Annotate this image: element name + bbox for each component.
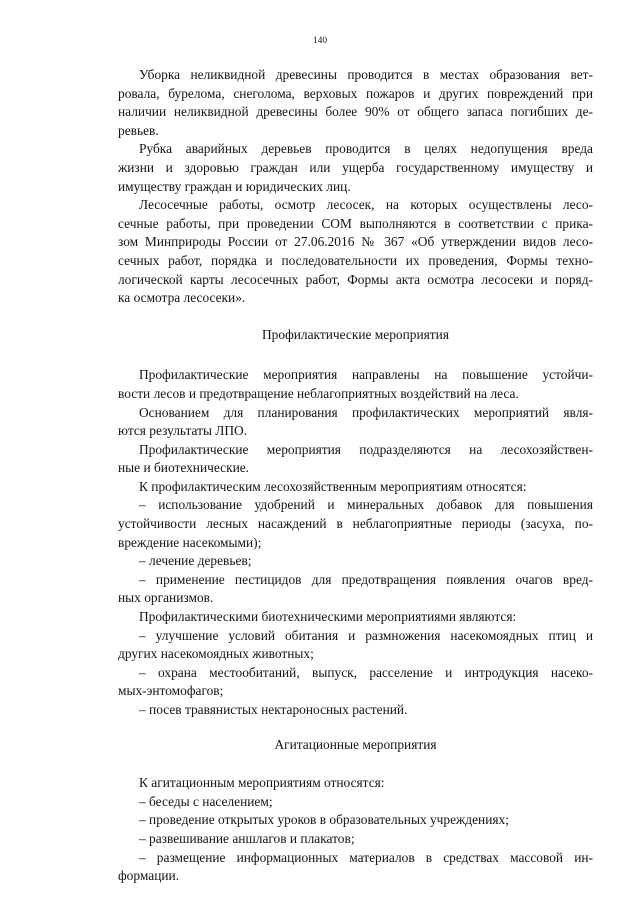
list-item-talks (118, 793, 593, 812)
text-line: Уборка неликвидной древесины проводится в местах образования вет- (139, 67, 593, 82)
section-heading-preventive-measures (118, 326, 593, 345)
paragraph-illiquid-wood-cleanup (118, 66, 593, 140)
text-line: ревьев. (118, 122, 159, 138)
text-line: ются результаты ЛПО. (118, 423, 248, 439)
text-line: – использование удобрений и минеральных добавок для повышения (139, 497, 593, 513)
paragraph-emergency-tree-felling (118, 140, 593, 196)
text-line: – беседы с населением; (139, 793, 273, 809)
text-line: Рубка аварийных деревьев проводится в целях недопущения вреда (139, 141, 593, 157)
text-line: сечных работ, порядка и последовательности их проведения, Формы техно- (118, 252, 593, 268)
text-line: – развешивание аншлагов и плакатов; (139, 830, 355, 846)
text-line: имуществу граждан и юридических лиц. (118, 178, 351, 194)
text-line: – лечение деревьев; (139, 553, 252, 569)
text-line: – проведение открытых уроков в образовательных учреждениях; (139, 812, 509, 828)
text-line: К агитационным мероприятиям относятся: (139, 775, 385, 791)
list-item-pesticides (118, 571, 593, 608)
paragraph-biotechnical-intro (118, 608, 593, 627)
text-line: сечные работы, при проведении СОМ выполняются в соответствии с прика- (118, 215, 593, 231)
text-line: формации. (118, 868, 180, 884)
text-line: ных организмов. (118, 590, 214, 606)
list-item-entomophages (118, 664, 593, 701)
page-number: 140 (312, 36, 328, 46)
list-item-tree-treatment (118, 552, 593, 571)
list-item-posters (118, 830, 593, 849)
text-line: – применение пестицидов для предотвращения появления очагов вред- (139, 571, 593, 587)
list-item-fertilizers (118, 496, 593, 552)
page-body (118, 66, 593, 886)
text-line: логической карты лесосечных работ, Формы акта осмотра лесосеки и поряд- (118, 271, 593, 287)
text-line: К профилактическим лесохозяйственным мероприятиям относятся: (139, 478, 527, 494)
paragraph-measure-types (118, 441, 593, 478)
text-line: ровала, бурелома, снеголома, верховых пожаров и других повреждений при (118, 85, 593, 101)
text-line: вости лесов и предотвращение неблагоприятных воздействий на леса. (118, 385, 519, 401)
paragraph-forestry-measures-intro (118, 478, 593, 497)
text-line: жизни и здоровью граждан или ущерба государственному имуществу и (118, 159, 593, 175)
text-line: ка осмотра лесосеки». (118, 290, 246, 306)
paragraph-logging-works (118, 196, 593, 308)
text-line: Профилактические мероприятия направлены на повышение устойчи- (139, 367, 593, 383)
paragraph-planning-basis (118, 404, 593, 441)
list-item-open-lessons (118, 811, 593, 830)
text-line: Профилактическими биотехническими мероприятиями являются: (139, 609, 517, 625)
text-line: зом Минприроды России от 27.06.2016 № 367 «Об утверждении видов лесо- (118, 234, 593, 250)
text-line: ные и биотехнические. (118, 460, 250, 476)
list-item-media (118, 849, 593, 886)
section-heading-awareness-measures (118, 736, 593, 755)
text-line: – улучшение условий обитания и размножения насекомоядных птиц и (139, 627, 593, 643)
text-line: Лесосечные работы, осмотр лесосек, на которых осуществлены лесо- (139, 197, 593, 213)
text-line: мых-энтомофагов; (118, 683, 224, 699)
text-line: Профилактические мероприятия подразделяются на лесохозяйствен- (139, 441, 593, 457)
list-item-bird-habitat (118, 627, 593, 664)
text-line: наличии неликвидной древесины более 90% от общего запаса погибших де- (118, 104, 593, 120)
heading-text: Агитационные мероприятия (274, 736, 437, 752)
text-line: – размещение информационных материалов в средствах массовой ин- (139, 849, 593, 865)
text-line: – посев травянистых нектароносных растений. (139, 702, 408, 717)
text-line: Основанием для планирования профилактических мероприятий явля- (139, 404, 593, 420)
text-line: устойчивости лесных насаждений в неблагоприятные периоды (засуха, по- (118, 516, 593, 532)
heading-text: Профилактические мероприятия (262, 326, 449, 342)
text-line: вреждение насекомыми); (118, 534, 262, 550)
paragraph-awareness-intro (118, 774, 593, 793)
text-line: – охрана местообитаний, выпуск, расселение и интродукция насеко- (139, 664, 593, 680)
paragraph-preventive-purpose (118, 366, 593, 403)
text-line: других насекомоядных животных; (118, 646, 314, 662)
list-item-nectar-plants (118, 701, 593, 720)
